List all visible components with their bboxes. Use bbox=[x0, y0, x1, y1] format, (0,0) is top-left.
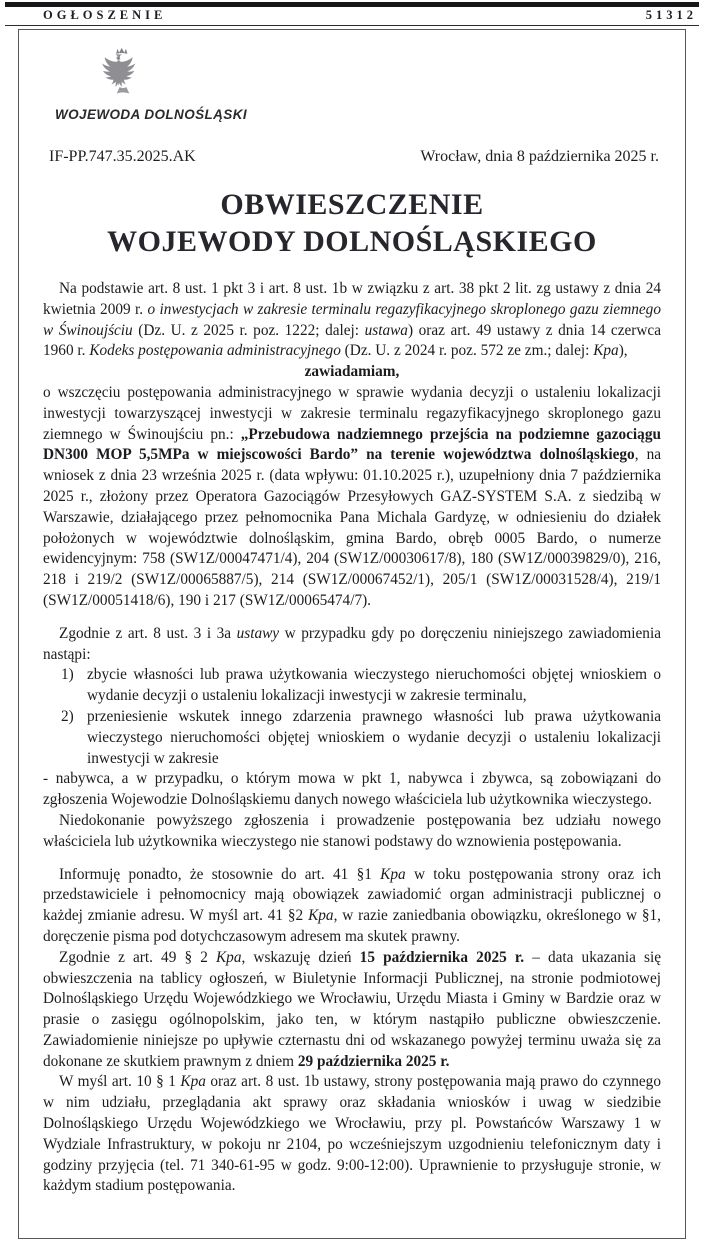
text-run: Zgodnie z art. 8 ust. 3 i 3a bbox=[59, 624, 237, 642]
text-run: (Dz. U. z 2025 r. poz. 1222; dalej: bbox=[132, 321, 365, 339]
notice-keyword bbox=[43, 362, 661, 383]
announcement-frame bbox=[18, 29, 686, 1239]
body-paragraph bbox=[43, 769, 661, 811]
text-run: 15 października 2025 r. bbox=[359, 948, 525, 966]
letterhead bbox=[43, 44, 661, 122]
section-kicker: OGŁOSZENIE bbox=[43, 8, 167, 22]
body-paragraph bbox=[43, 948, 661, 1073]
list-marker: 1) bbox=[61, 666, 74, 684]
page-header bbox=[0, 0, 704, 26]
text-run: , w razie zaniedbania obowiązku, określonego w §1, doręczenie pisma pod dotychczasowym adresem ma skutek prawny. bbox=[43, 907, 662, 945]
text-run: Kpa bbox=[380, 865, 406, 883]
text-run: Kpa bbox=[308, 907, 334, 925]
text-run: oraz art. 8 ust. 1b ustawy, strony postępowania mają prawo do czynnego w nim udziału, przeglądania akt sprawy oraz składania wniosków i uwag w siedzibie Dolnośląskiego Urzędu Wojewódzkiego we Wrocławiu, przy pl. Powstańców Warszawy 1 w Wydziale Infrastruktury, w pokoju nr 2104, po wcześniejszym uzgodnieniu telefonicznym daty i godziny przyjęcia (tel. 71 340-61-95 w godz. 9:00-12:00). Uprawnienie to przysługuje stronie, w każdym stadium postępowania. bbox=[43, 1073, 661, 1195]
body-paragraph bbox=[43, 811, 661, 853]
page-number: 51312 bbox=[645, 8, 697, 22]
text-run: zawiadamiam, bbox=[304, 363, 400, 381]
text-run: o inwestycjach w zakresie terminalu regazyfikacyjnego skroplonego gazu ziemnego w Świnoujściu bbox=[43, 300, 661, 339]
text-run: Informuję ponadto, że stosownie do art. 41 §1 bbox=[59, 865, 381, 883]
text-run: ), bbox=[618, 342, 628, 360]
text-run: - nabywca, a w przypadku, o którym mowa w pkt 1, nabywca i zbywca, są zobowiązani do zgłoszenia Wojewodzie Dolnośląskiemu danych nowego właściciela lub użytkownika wieczystego. bbox=[43, 770, 661, 809]
organization-name: WOJEWODA DOLNOŚLĄSKI bbox=[55, 107, 247, 122]
list-item-text bbox=[87, 707, 661, 769]
body-paragraph bbox=[43, 1072, 661, 1197]
document-title-line2: WOJEWODY DOLNOŚLĄSKIEGO bbox=[107, 225, 597, 258]
document-title bbox=[43, 186, 661, 260]
text-run: (Dz. U. z 2024 r. poz. 572 ze zm.; dalej: bbox=[340, 342, 594, 360]
reference-number: IF-PP.747.35.2025.AK bbox=[49, 148, 196, 165]
list-item-text bbox=[87, 665, 661, 707]
text-run: , na wniosek z dnia 23 września 2025 r. (data wpływu: 01.10.2025 r.), uzupełniony dnia 7 października 2025 r., złożony przez Operatora Gazociągów Przesyłowych GAZ-SYSTEM S.A. z siedzibą w Warszawie, działającego przez pełnomocnika Pana Michala Gardyzę, w odniesieniu do działek położonych w województwie dolnośląskim, gmina Bardo, obręb 0005 Bardo, o numerze ewidencyjnym: 758 (SW1Z/00047471/4), 204 (SW1Z/00030617/8), 180 (SW1Z/00039829/0), 216, 218 i 219/2 (SW1Z/00065887/5), 214 (SW1Z/00067452/1), 205/1 (SW1Z/00031528/4), 219/1 (SW1Z/00051418/6), 190 i 217 (SW1Z/00065474/7). bbox=[43, 446, 662, 609]
list-item bbox=[43, 665, 661, 707]
text-run: ustawa bbox=[364, 321, 408, 339]
body-paragraph bbox=[43, 624, 661, 666]
list-marker: 2) bbox=[61, 707, 74, 725]
header-row bbox=[5, 7, 699, 26]
dateline: Wrocław, dnia 8 października 2025 r. bbox=[420, 148, 659, 165]
text-run: ustawy bbox=[236, 624, 280, 642]
text-run: „Przebudowa nadziemnego przejścia na podziemne gazociągu DN300 MOP 5,5MPa w miejscowości Bardo” na terenie województwa dolnośląskiego bbox=[43, 425, 661, 464]
text-run: Niedokonanie powyższego zgłoszenia i prowadzenie postępowania bez udziału nowego właściciela lub użytkownika wieczystego nie stanowi podstawy do wznowienia postępowania. bbox=[43, 811, 661, 850]
text-run: Kpa bbox=[593, 342, 619, 360]
text-run: Kpa bbox=[180, 1073, 206, 1091]
text-run: o wszczęciu postępowania administracyjnego w sprawie wydania decyzji o ustaleniu lokalizacji inwestycji towarzyszącej inwestycji w zakresie terminalu regazyfikacyjnego skroplonego gazu ziemnego w Świnoujściu pn.: bbox=[43, 383, 661, 443]
document-title-line1: OBWIESZCZENIE bbox=[220, 188, 484, 221]
polish-eagle-emblem-icon bbox=[97, 44, 149, 100]
text-run: , wskazuję dzień bbox=[241, 948, 360, 966]
body-paragraph bbox=[43, 383, 661, 612]
text-run: Na podstawie art. 8 ust. 1 pkt 3 i art. 8 ust. 1b w związku z art. 38 pkt 2 lit. zg ustawy z dnia 24 kwietnia 2009 r. bbox=[43, 280, 661, 318]
text-run: w toku postępowania strony oraz ich przedstawiciele i pełnomocnicy mają obowiązek zawiadomić organ administracji publicznej o każdej zmianie adresu. W myśl art. 41 §2 bbox=[43, 865, 661, 925]
text-run: – data ukazania się obwieszczenia na tablicy ogłoszeń, w Biuletynie Informacji Publicznej, na stronie podmiotowej Dolnośląskiego Urzędu Wojewódzkiego we Wrocławiu, Urzędu Miasta i Gminy w Bardzie oraz w prasie o zasięgu ogólnopolskim, jako ten, w którym nastąpiło publiczne obwieszczenie. Zawiadomienie niniejsze po upływie czternastu dni od wskazanego powyżej terminu uważa się za dokonane ze skutkiem prawnym z dniem bbox=[43, 948, 661, 1070]
text-run: przeniesienie wskutek innego zdarzenia prawnego własności lub prawa użytkowania wieczystego nieruchomości objętej wnioskiem o wydanie decyzji o ustaleniu lokalizacji inwestycji w zakresie bbox=[87, 707, 661, 767]
list-item bbox=[43, 707, 661, 769]
text-run: 29 października 2025 r. bbox=[297, 1052, 450, 1070]
document-body bbox=[43, 279, 661, 1197]
reference-row bbox=[43, 148, 661, 166]
text-run: Kodeks postępowania administracyjnego bbox=[89, 342, 341, 360]
text-run: ) oraz art. 49 ustawy z dnia 14 czerwca 1960 r. bbox=[43, 321, 661, 360]
text-run: zbycie własności lub prawa użytkowania wieczystego nieruchomości objętej wnioskiem o wydanie decyzji o ustaleniu lokalizacji inwestycji w zakresie terminalu, bbox=[87, 666, 661, 705]
text-run: W myśl art. 10 § 1 bbox=[59, 1073, 181, 1091]
text-run: w przypadku gdy po doręczeniu niniejszego zawiadomienia nastąpi: bbox=[43, 624, 661, 663]
body-paragraph bbox=[43, 279, 661, 362]
body-paragraph bbox=[43, 865, 661, 948]
text-run: Kpa bbox=[215, 948, 242, 966]
text-run: Zgodnie z art. 49 § 2 bbox=[59, 948, 216, 966]
